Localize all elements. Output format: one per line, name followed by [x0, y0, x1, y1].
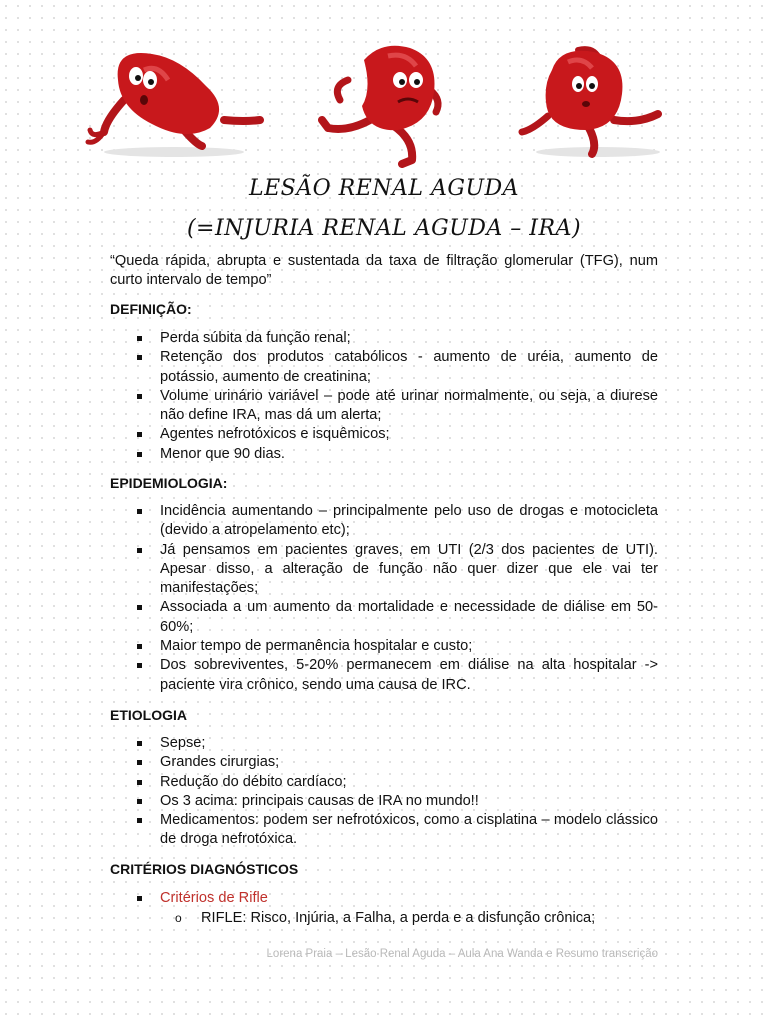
list-item: Agentes nefrotóxicos e isquêmicos;	[134, 425, 658, 444]
crawling-kidney-illustration	[84, 40, 264, 160]
list-item: Já pensamos em pacientes graves, em UTI (2/3 dos pacientes de UTI). Apesar disso, a alteração de função não quer dizer que ele vai ter manifestações;	[134, 541, 658, 599]
sitting-kidney-illustration	[518, 40, 664, 160]
list-item: Menor que 90 dias.	[134, 445, 658, 464]
list-item: Medicamentos: podem ser nefrotóxicos, como a cisplatina – modelo clássico de droga nefrotóxica.	[134, 811, 658, 850]
list-item: Redução do débito cardíaco;	[134, 773, 658, 792]
page-footer: Lorena Praia – Lesão Renal Aguda – Aula Ana Wanda e Resumo transcrição	[266, 948, 658, 960]
list-item-rifle: Critérios de Rifle	[134, 889, 658, 908]
section-heading-epidemiologia: EPIDEMIOLOGIA:	[110, 475, 228, 491]
section-heading-criterios: CRITÉRIOS DIAGNÓSTICOS	[110, 861, 299, 877]
criterios-list	[134, 889, 658, 908]
epidemiologia-list	[134, 502, 658, 695]
document-subtitle: (=INJURIA RENAL AGUDA – IRA)	[186, 216, 582, 241]
list-item: Incidência aumentando – principalmente pelo uso de drogas e motocicleta (devido a atropelamento etc);	[134, 502, 658, 541]
list-item: Perda súbita da função renal;	[134, 329, 658, 348]
definicao-list	[134, 329, 658, 464]
definition-quote: “Queda rápida, abrupta e sustentada da taxa de filtração glomerular (TFG), num curto intervalo de tempo”	[110, 253, 658, 288]
running-kidney-illustration	[318, 40, 450, 168]
list-item: Grandes cirurgias;	[134, 753, 658, 772]
sub-bullet-marker: o	[175, 911, 182, 925]
list-item: Sepse;	[134, 734, 658, 753]
section-heading-etiologia: ETIOLOGIA	[110, 707, 187, 723]
list-item: Associada a um aumento da mortalidade e necessidade de diálise em 50-60%;	[134, 598, 658, 637]
section-heading-definicao: DEFINIÇÃO:	[110, 301, 192, 317]
list-item: Volume urinário variável – pode até urinar normalmente, ou seja, a diurese não define IRA, mas dá um alerta;	[134, 387, 658, 426]
list-item: Dos sobreviventes, 5-20% permanecem em diálise na alta hospitalar -> paciente vira crônico, sendo uma causa de IRC.	[134, 656, 658, 695]
sub-list-item	[175, 909, 595, 928]
list-item: Os 3 acima: principais causas de IRA no mundo!!	[134, 792, 658, 811]
document-title: LESÃO RENAL AGUDA	[248, 176, 520, 201]
list-item: Maior tempo de permanência hospitalar e custo;	[134, 637, 658, 656]
sub-list-item-text: RIFLE: Risco, Injúria, a Falha, a perda e a disfunção crônica;	[201, 910, 596, 926]
list-item: Retenção dos produtos catabólicos - aumento de uréia, aumento de potássio, aumento de creatinina;	[134, 348, 658, 387]
etiologia-list	[134, 734, 658, 850]
